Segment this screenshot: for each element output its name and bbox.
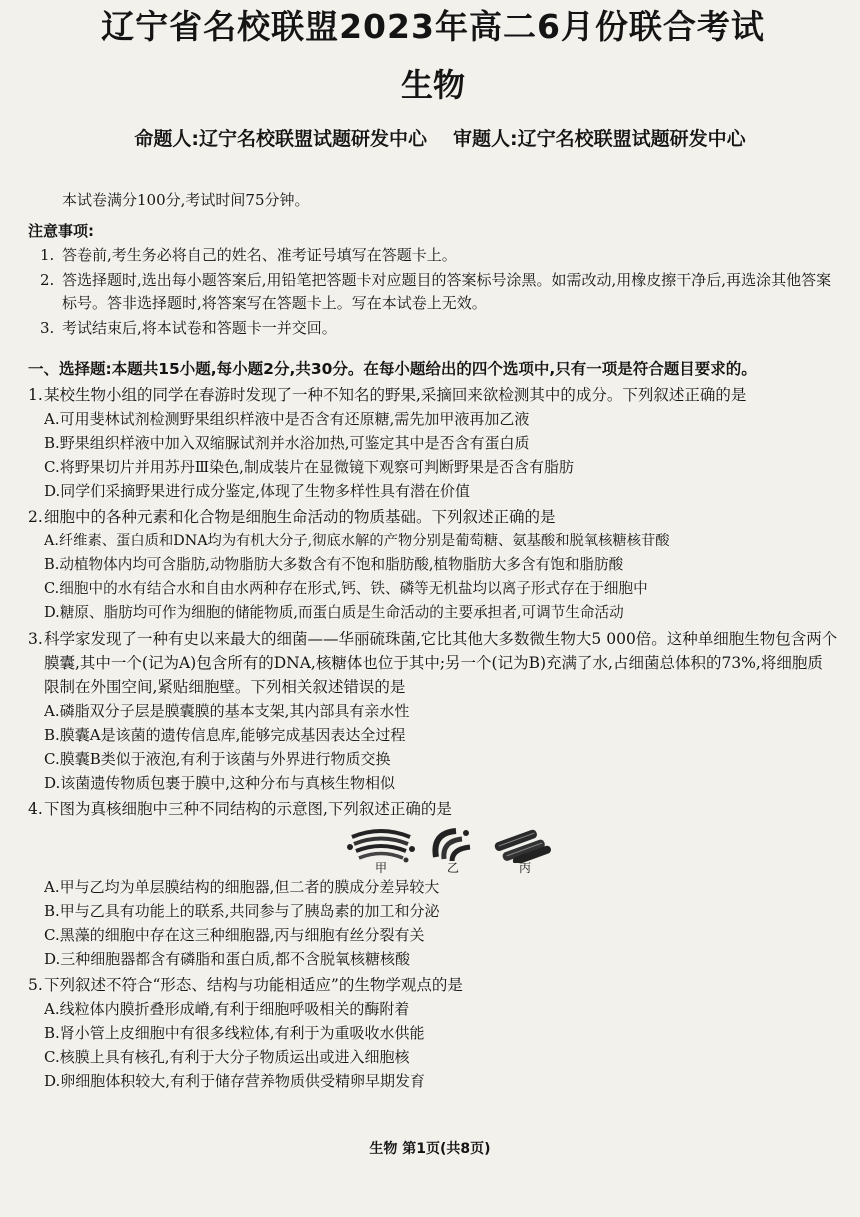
option-d: D.卵细胞体积较大,有利于储存营养物质供受精卵早期发育 xyxy=(44,1072,426,1090)
notice-text: 考试结束后,将本试卷和答题卡一并交回。 xyxy=(62,319,337,337)
option-d: D.同学们采摘野果进行成分鉴定,体现了生物多样性具有潜在价值 xyxy=(44,482,471,500)
question-4 xyxy=(28,797,838,971)
question-number: 5. xyxy=(28,976,43,994)
option-b: B.野果组织样液中加入双缩脲试剂并水浴加热,可鉴定其中是否含有蛋白质 xyxy=(44,434,530,452)
option-a: A.甲与乙均为单层膜结构的细胞器,但二者的膜成分差异较大 xyxy=(44,878,440,896)
question-1 xyxy=(28,383,838,503)
figure-label-bing: 丙 xyxy=(518,861,531,875)
option-c: C.将野果切片并用苏丹Ⅲ染色,制成装片在显微镜下观察可判断野果是否含有脂肪 xyxy=(44,458,574,476)
notice-num: 1. xyxy=(40,246,55,264)
notice-num: 3. xyxy=(40,319,55,337)
figure-golgi xyxy=(346,827,416,875)
option-b: B.肾小管上皮细胞中有很多线粒体,有利于为重吸收水供能 xyxy=(44,1024,425,1042)
option-b: B.膜囊A是该菌的遗传信息库,能够完成基因表达全过程 xyxy=(44,726,406,744)
option-c: C.膜囊B类似于液泡,有利于该菌与外界进行物质交换 xyxy=(44,750,391,768)
question-number: 4. xyxy=(28,800,43,818)
section-heading: 一、选择题:本题共15小题,每小题2分,共30分。在每小题给出的四个选项中,只有一项是符合题目要求的。 xyxy=(28,360,757,378)
authors-line xyxy=(28,126,838,152)
option-b: B.动植物体内均可含脂肪,动物脂肪大多数含有不饱和脂肪酸,植物脂肪大多含有饱和脂肪酸 xyxy=(44,556,624,573)
golgi-apparatus-icon xyxy=(346,827,416,863)
question-number: 3. xyxy=(28,630,43,648)
notice-num: 2. xyxy=(40,271,55,289)
endoplasmic-reticulum-icon xyxy=(430,827,476,863)
option-a: A.线粒体内膜折叠形成嵴,有利于细胞呼吸相关的酶附着 xyxy=(44,1000,410,1018)
option-b: B.甲与乙具有功能上的联系,共同参与了胰岛素的加工和分泌 xyxy=(44,902,440,920)
option-a: A.纤维素、蛋白质和DNA均为有机大分子,彻底水解的产物分别是葡萄糖、氨基酸和脱氧核糖核苷酸 xyxy=(44,533,670,549)
organelle-figure xyxy=(28,827,838,875)
option-c: C.细胞中的水有结合水和自由水两种存在形式,钙、铁、磷等无机盐均以离子形式存在于细胞中 xyxy=(44,580,648,597)
option-d: D.三种细胞器都含有磷脂和蛋白质,都不含脱氧核糖核酸 xyxy=(44,950,411,968)
notice-text: 答卷前,考生务必将自己的姓名、准考证号填写在答题卡上。 xyxy=(62,246,457,264)
question-stem: 科学家发现了一种有史以来最大的细菌——华丽硫珠菌,它比其他大多数微生物大5 000倍。这种单细胞生物包含两个膜囊,其中一个(记为A)包含所有的DNA,核糖体也位于其中;另一个(记为B)充满了水,占细菌总体积的73%,将细胞质限制在外围空间,紧贴细胞壁。下列相关叙述错误的是 xyxy=(44,630,838,696)
option-c: C.黑藻的细胞中存在这三种细胞器,丙与细胞有丝分裂有关 xyxy=(44,926,425,944)
exam-title: 辽宁省名校联盟2023年高二6月份联合考试 xyxy=(101,7,765,46)
question-3 xyxy=(28,627,838,795)
notice-item xyxy=(28,269,838,315)
page-footer: 生物 第1页(共8页) xyxy=(369,1141,491,1157)
reviewer-label: 审题人:辽宁名校联盟试题研发中心 xyxy=(453,128,746,150)
question-stem: 某校生物小组的同学在春游时发现了一种不知名的野果,采摘回来欲检测其中的成分。下列叙述正确的是 xyxy=(44,386,747,404)
option-d: D.该菌遗传物质包裹于膜中,这种分布与真核生物相似 xyxy=(44,774,396,792)
notice-list xyxy=(28,244,838,340)
question-stem: 细胞中的各种元素和化合物是细胞生命活动的物质基础。下列叙述正确的是 xyxy=(44,508,556,526)
figure-label-jia: 甲 xyxy=(374,861,387,875)
figure-er xyxy=(430,827,476,875)
figure-centriole xyxy=(490,827,560,875)
setter-label: 命题人:辽宁名校联盟试题研发中心 xyxy=(134,128,427,150)
question-2 xyxy=(28,505,838,625)
question-stem: 下列叙述不符合“形态、结构与功能相适应”的生物学观点的是 xyxy=(44,976,463,994)
option-c: C.核膜上具有核孔,有利于大分子物质运出或进入细胞核 xyxy=(44,1048,410,1066)
figure-label-yi: 乙 xyxy=(446,861,459,875)
question-stem: 下图为真核细胞中三种不同结构的示意图,下列叙述正确的是 xyxy=(44,800,452,818)
exam-intro: 本试卷满分100分,考试时间75分钟。 xyxy=(62,191,310,209)
option-d: D.糖原、脂肪均可作为细胞的储能物质,而蛋白质是生命活动的主要承担者,可调节生命活动 xyxy=(44,604,624,621)
centriole-icon xyxy=(490,827,560,863)
question-number: 2. xyxy=(28,508,43,526)
question-5 xyxy=(28,973,838,1093)
option-a: A.可用斐林试剂检测野果组织样液中是否含有还原糖,需先加甲液再加乙液 xyxy=(44,410,530,428)
notice-text: 答选择题时,选出每小题答案后,用铅笔把答题卡对应题目的答案标号涂黑。如需改动,用橡皮擦干净后,再选涂其他答案标号。答非选择题时,将答案写在答题卡上。写在本试卷上无效。 xyxy=(62,271,832,312)
notice-item xyxy=(28,244,838,267)
notice-heading: 注意事项: xyxy=(28,222,94,240)
notice-item xyxy=(28,317,838,340)
subject-title: 生物 xyxy=(400,66,465,104)
question-number: 1. xyxy=(28,386,43,404)
option-a: A.磷脂双分子层是膜囊膜的基本支架,其内部具有亲水性 xyxy=(44,702,410,720)
